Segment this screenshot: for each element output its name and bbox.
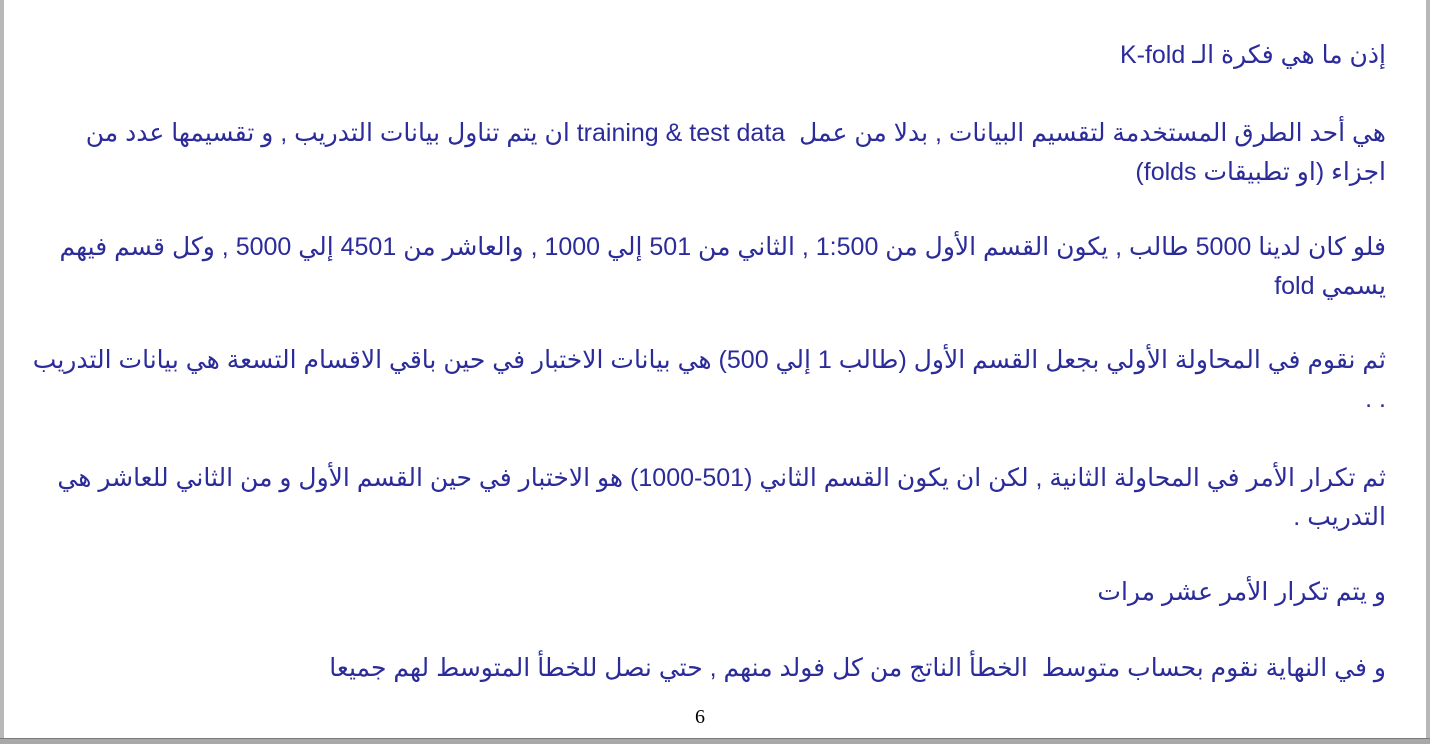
viewer-border-left — [0, 0, 4, 744]
viewer-border-bottom — [0, 738, 1430, 744]
viewer-border-right — [1426, 0, 1430, 744]
paragraph-heading: إذن ما هي فكرة الـ K-fold — [1119, 41, 1386, 69]
paragraph-first-attempt: ثم نقوم في المحاولة الأولي بجعل القسم الأول (طالب 1 إلي 500) هي بيانات الاختبار في حين باقي الاقسام التسعة هي بيانات التدريب . . — [25, 346, 1386, 413]
paragraph-second-attempt: ثم تكرار الأمر في المحاولة الثانية , لكن ان يكون القسم الثاني (501-1000) هو الاختبار في حين القسم الأول و من الثاني للعاشر هي التدريب . — [50, 464, 1386, 531]
page-number: 6 — [695, 706, 705, 728]
document-page — [25, 0, 1386, 738]
paragraph-repeat: و يتم تكرار الأمر عشر مرات — [1097, 578, 1386, 606]
paragraph-definition: هي أحد الطرق المستخدمة لتقسيم البيانات , بدلا من عمل training & test data ان يتم تناول بيانات التدريب , و تقسيمها عدد من اجزاء (او تطبيقات folds) — [78, 119, 1386, 186]
paragraph-example: فلو كان لدينا 5000 طالب , يكون القسم الأول من 1:500 , الثاني من 501 إلي 1000 , والعاشر من 4501 إلي 5000 , وكل قسم فيهم يسمي fold — [52, 233, 1386, 300]
paragraph-conclusion: و في النهاية نقوم بحساب متوسط الخطأ الناتج من كل فولد منهم , حتي نصل للخطأ المتوسط لهم جميعا — [329, 654, 1386, 682]
